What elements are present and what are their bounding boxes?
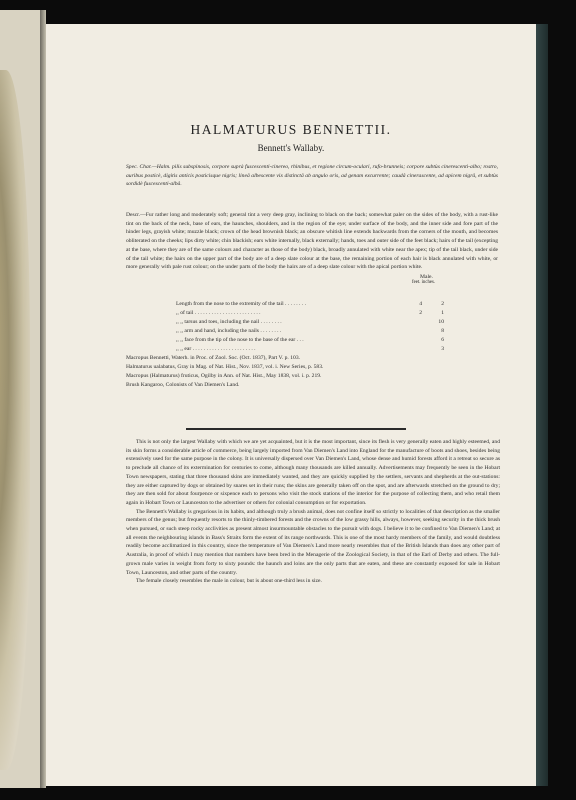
body-paragraph: This is not only the largest Wallaby with which we are yet acquainted, but it is the most important, since its flesh is very generally eaten and highly esteemed, and its skin forms a considerable article of commerce, being largely imported from Van Diemen's Land into England for the manufacture of boots and shoes, besides being extensively used for the same purpose in the colony. It is universally dispersed over Van Diemen's Land, whose dense and humid forests afford it a retreat so secure as to preclude all chance of its extermination for centuries to come, although many thousands are killed annually. Advertisements may frequently be seen in the Hobart Town newspapers, stating that three thousand skins are immediately wanted, and they are quickly supplied by the settlers, servants and shepherds at the out-stations: they are either captured by dogs or obtained by snares set in their runs; the skins are generally taken off on the spot, and are afterwards stretched on the ground to dry; they are then sold for about fourpence or sixpence each to persons who visit the stock stations of the interior for the purpose of collecting them, and who retail them again in Hobart Town or Launceston to the advertiser or others for colonial consumption or for exportation. <box>126 439 500 506</box>
page-subtitle: Bennett's Wallaby. <box>257 143 325 153</box>
body-paragraph: The Bennett's Wallaby is gregarious in its habits, and although truly a brush animal, does not confine itself so strictly to localities of that description as the smaller members of the genus; but frequently resorts to the thinly-timbered forests and the crowns of the low grassy hills, always, however, seeking security in the thick brush when pursued, or such steep rocky acclivities as present almost insurmountable obstacles to the pursuit with dogs. I believe it to be confined to Van Diemen's Land; at all events the neighbouring islands in Bass's Straits form the extent of its range northwards. This is one of the most hardy members of the family, and would doubtless readily become acclimatized in this country, since the temperature of Van Diemen's Land more nearly resembles that of the British Islands than does any other part of Australia, in proof of which I may mention that numbers have been bred in the Menagerie of the Zoological Society, in that of the Earl of Derby and others. The full-grown male varies in weight from forty to sixty pounds: the haunch and loins are the only parts that are eaten, and these are constantly exposed for sale in Hobart Town, Launceston, and other parts of the country. <box>126 508 500 576</box>
measurements-units: feet. inches. <box>412 280 436 285</box>
measurements-header <box>412 274 472 285</box>
book-cover-edge <box>536 24 548 786</box>
measurement-row: ,, ,, arm and hand, including the nails . . . . . . . . 8 <box>176 328 444 334</box>
synonym: Halmaturus ualabatus, Gray in Mag. of Nat. Hist., Nov. 1837, vol. i. New Series, p. 583. <box>126 364 324 370</box>
synonym: Brush Kangaroo, Colonists of Van Diemen's Land. <box>126 382 240 388</box>
measurements-sex: Male. <box>420 274 433 280</box>
body-paragraph: The female closely resembles the male in colour, but is about one-third less in size. <box>136 578 322 585</box>
description: Descr.—Fur rather long and moderately soft; general tint a very deep gray, inclining to black on the back; somewhat paler on the sides of the body, with a rust-like tint on the back of the neck, base of ears, the haunches, shoulders, and in the region of the eye; under surface of the body, and the inner side and fore part of the hinder legs, grayish white; muzzle black; crown of the head brownish black; an obscure whitish line extends backwards from the corners of the mouth, and becomes obliterated on the cheeks; lips dirty white; chin blackish; ears white internally, black externally; hands, toes and outer side of the feet black; hairs of the tail (excepting at the base, where they are of the same colours and character as those of the body) black, broadly annulated with white near the apex; tip of the tail black, under side of the tail white; the hairs on the upper part of the body are of a deep slate colour at the base, the remaining portion of each hair is black annulated with white, or more generally with pale rust colour; on the under parts of the body the hairs are of a deep slate colour with the apical portion white. <box>126 212 498 271</box>
measurement-row: ,, ,, tarsus and toes, including the nail . . . . . . . . 10 <box>176 319 444 325</box>
book-page <box>46 24 536 786</box>
specific-character: Spec. Char.—Halm. pilis subspinosis, corpore suprà fuscescenti-cinereo, rhinibus, et regione circum-oculari, rufo-brunneis; corpore subtùs cinerescenti-albo; rostro, auribus posticè, digitis anticis posticisque nigris; lineâ albescente vix distinctâ ab angulo oris, ad genam excurrente; caudâ cinerascente, ad apicem nigrâ, et subtùs sordidè fuscescenti-albâ. <box>126 164 498 188</box>
body-text <box>126 438 500 586</box>
page-title: HALMATURUS BENNETTII. <box>190 122 392 137</box>
synonym: Macropus (Halmaturus) fruticus, Ogilby in Ann. of Nat. Hist., May 1838, vol. i. p. 219. <box>126 373 322 379</box>
section-divider <box>186 428 406 430</box>
measurement-row: Length from the nose to the extremity of the tail . . . . . . . . 4 2 <box>176 301 444 307</box>
facing-plate-illustration <box>0 10 40 788</box>
measurement-row: ,, of tail . . . . . . . . . . . . . . . . . . . . . . . . 2 1 <box>176 310 444 316</box>
synonym: Macropus Bennetti, Waterh. in Proc. of Zool. Soc. (Oct. 1837), Part V. p. 103. <box>126 355 301 361</box>
measurement-row: ,, ,, face from the tip of the nose to the base of the ear . . . 6 <box>176 337 444 343</box>
measurement-row: ,, ,, ear . . . . . . . . . . . . . . . . . . . . . . . 3 <box>176 346 444 352</box>
